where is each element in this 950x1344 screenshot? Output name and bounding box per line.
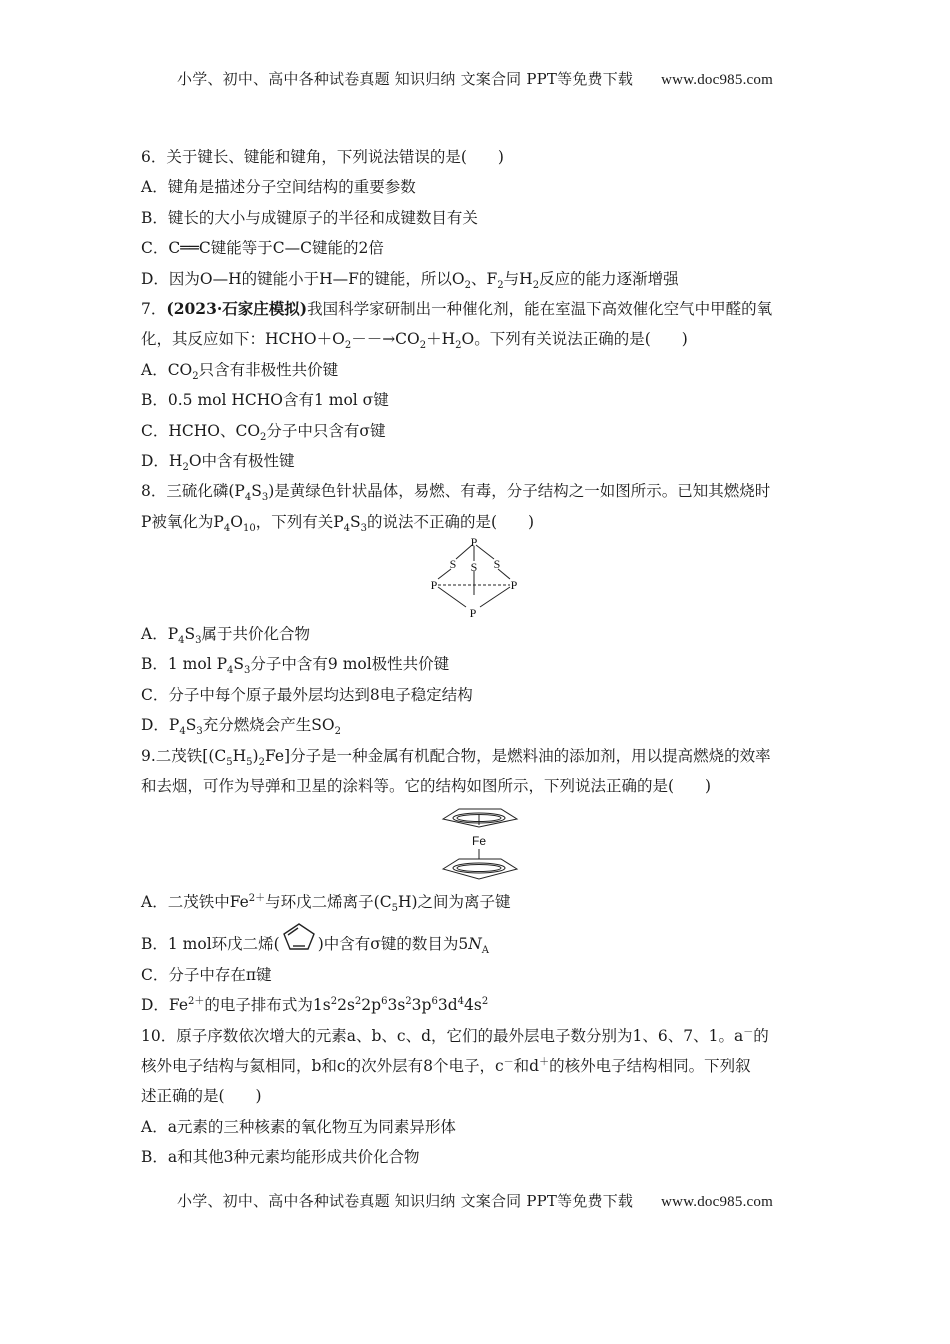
q9-option-d: D．$Fe^{2+}$的电子排布式为$1s^22s^22p^63s^23p^63d^44s^2$ [141, 996, 489, 1015]
cyclopentadiene-icon [280, 921, 318, 951]
question-content [141, 142, 817, 1173]
page-header [0, 68, 950, 89]
q7-option-b: B．0.5 mol HCHO含有1 mol σ键 [141, 391, 389, 410]
q9-stem-line1: 9.二茂铁$[(C_5H_5)_2Fe]$分子是一种金属有机配合物，是燃料油的添加剂，用以提高燃烧的效率 [141, 746, 771, 768]
q9-option-a: A．二茂铁中$Fe^{2+}$与环戊二烯离子$(C_5H)$之间为离子键 [141, 893, 511, 915]
atom-label-p-left: P [430, 578, 438, 593]
q8-option-c: C．分子中每个原子最外层均达到8电子稳定结构 [141, 685, 473, 704]
q7-source: (2023·石家庄模拟) [166, 298, 308, 318]
fe-atom-label: Fe [471, 834, 487, 849]
q8-option-b: B．1 mol $P_4S_3$分子中含有9 mol极性共价键 [141, 655, 450, 677]
ferrocene-diagram [429, 801, 529, 887]
q6-option-a: A．键角是描述分子空间结构的重要参数 [141, 178, 416, 197]
footer-site[interactable]: www.doc985.com [661, 1194, 773, 1210]
atom-label-p-top: P [470, 537, 478, 550]
atom-label-p-right: P [510, 578, 518, 593]
atom-label-s-right: S [493, 557, 501, 572]
page-footer [0, 1190, 950, 1211]
p4s3-structure-diagram [424, 537, 534, 619]
q7-option-c: C．HCHO、$CO_2$分子中只含有σ键 [141, 421, 386, 443]
atom-label-p-bottom: P [469, 606, 477, 620]
q6-option-d: D．因为O—H的键能小于H—F的键能，所以$O_2$、$F_2$与$H_2$反应的能力逐渐增强 [141, 269, 679, 291]
q8-option-a: A．$P_4S_3$属于共价化合物 [141, 625, 311, 647]
q7-stem-line2: 化，其反应如下：$HCHO+O_2--\to CO_2+H_2O$。下列有关说法正确的是( ) [141, 330, 688, 352]
q10-stem-line2: 核外电子结构与氦相同，b和c的次外层有8个电子，c－和d＋的核外电子结构相同。下列叙 [141, 1056, 751, 1075]
q8-stem-line1: 8．三硫化磷$(P_4S_3)$是黄绿色针状晶体，易燃、有毒，分子结构之一如图所示。已知其燃烧时 [141, 482, 771, 504]
q7-option-a: A．$CO_2$只含有非极性共价键 [141, 360, 339, 382]
footer-text: 小学、初中、高中各种试卷真题 知识归纳 文案合同 PPT等免费下载 [177, 1192, 634, 1210]
q7-stem-line1: 7．(2023·石家庄模拟)我国科学家研制出一种催化剂，能在室温下高效催化空气中甲醛的氧 [141, 298, 773, 318]
q8-stem-line2: P被氧化为$P_4O_{10}$，下列有关$P_4S_3$的说法不正确的是( ) [141, 512, 535, 534]
q10-option-b: B．a和其他3种元素均能形成共价化合物 [141, 1148, 420, 1167]
q9-option-c: C．分子中存在π键 [141, 965, 272, 984]
q10-stem-line3: 述正确的是( ) [141, 1087, 262, 1106]
q7-option-d: D．$H_2O$中含有极性键 [141, 451, 295, 473]
q10-option-a: A．a元素的三种核素的氧化物互为同素异形体 [141, 1117, 456, 1136]
header-text: 小学、初中、高中各种试卷真题 知识归纳 文案合同 PPT等免费下载 [177, 70, 634, 88]
q9-option-b: B．1 mol环戊二烯( )中含有σ键的数目为$5N_A$ [141, 918, 817, 960]
atom-label-s-center: S [470, 560, 478, 575]
ferrocene-figure [141, 801, 817, 887]
q6-option-b: B．键长的大小与成键原子的半径和成键数目有关 [141, 208, 478, 227]
q6-stem: 6．关于键长、键能和键角，下列说法错误的是( ) [141, 148, 504, 166]
header-site[interactable]: www.doc985.com [661, 72, 773, 88]
q6-option-c: C．C══C键能等于C—C键能的2倍 [141, 239, 384, 258]
q8-option-d: D．$P_4S_3$充分燃烧会产生$SO_2$ [141, 716, 341, 738]
q10-stem-line1: 10．原子序数依次增大的元素a、b、c、d，它们的最外层电子数分别为1、6、7、1。a－的 [141, 1026, 769, 1045]
atom-label-s-left: S [449, 557, 457, 572]
p4s3-structure-figure [141, 537, 817, 619]
q9-stem-line2: 和去烟，可作为导弹和卫星的涂料等。它的结构如图所示，下列说法正确的是( ) [141, 777, 712, 796]
